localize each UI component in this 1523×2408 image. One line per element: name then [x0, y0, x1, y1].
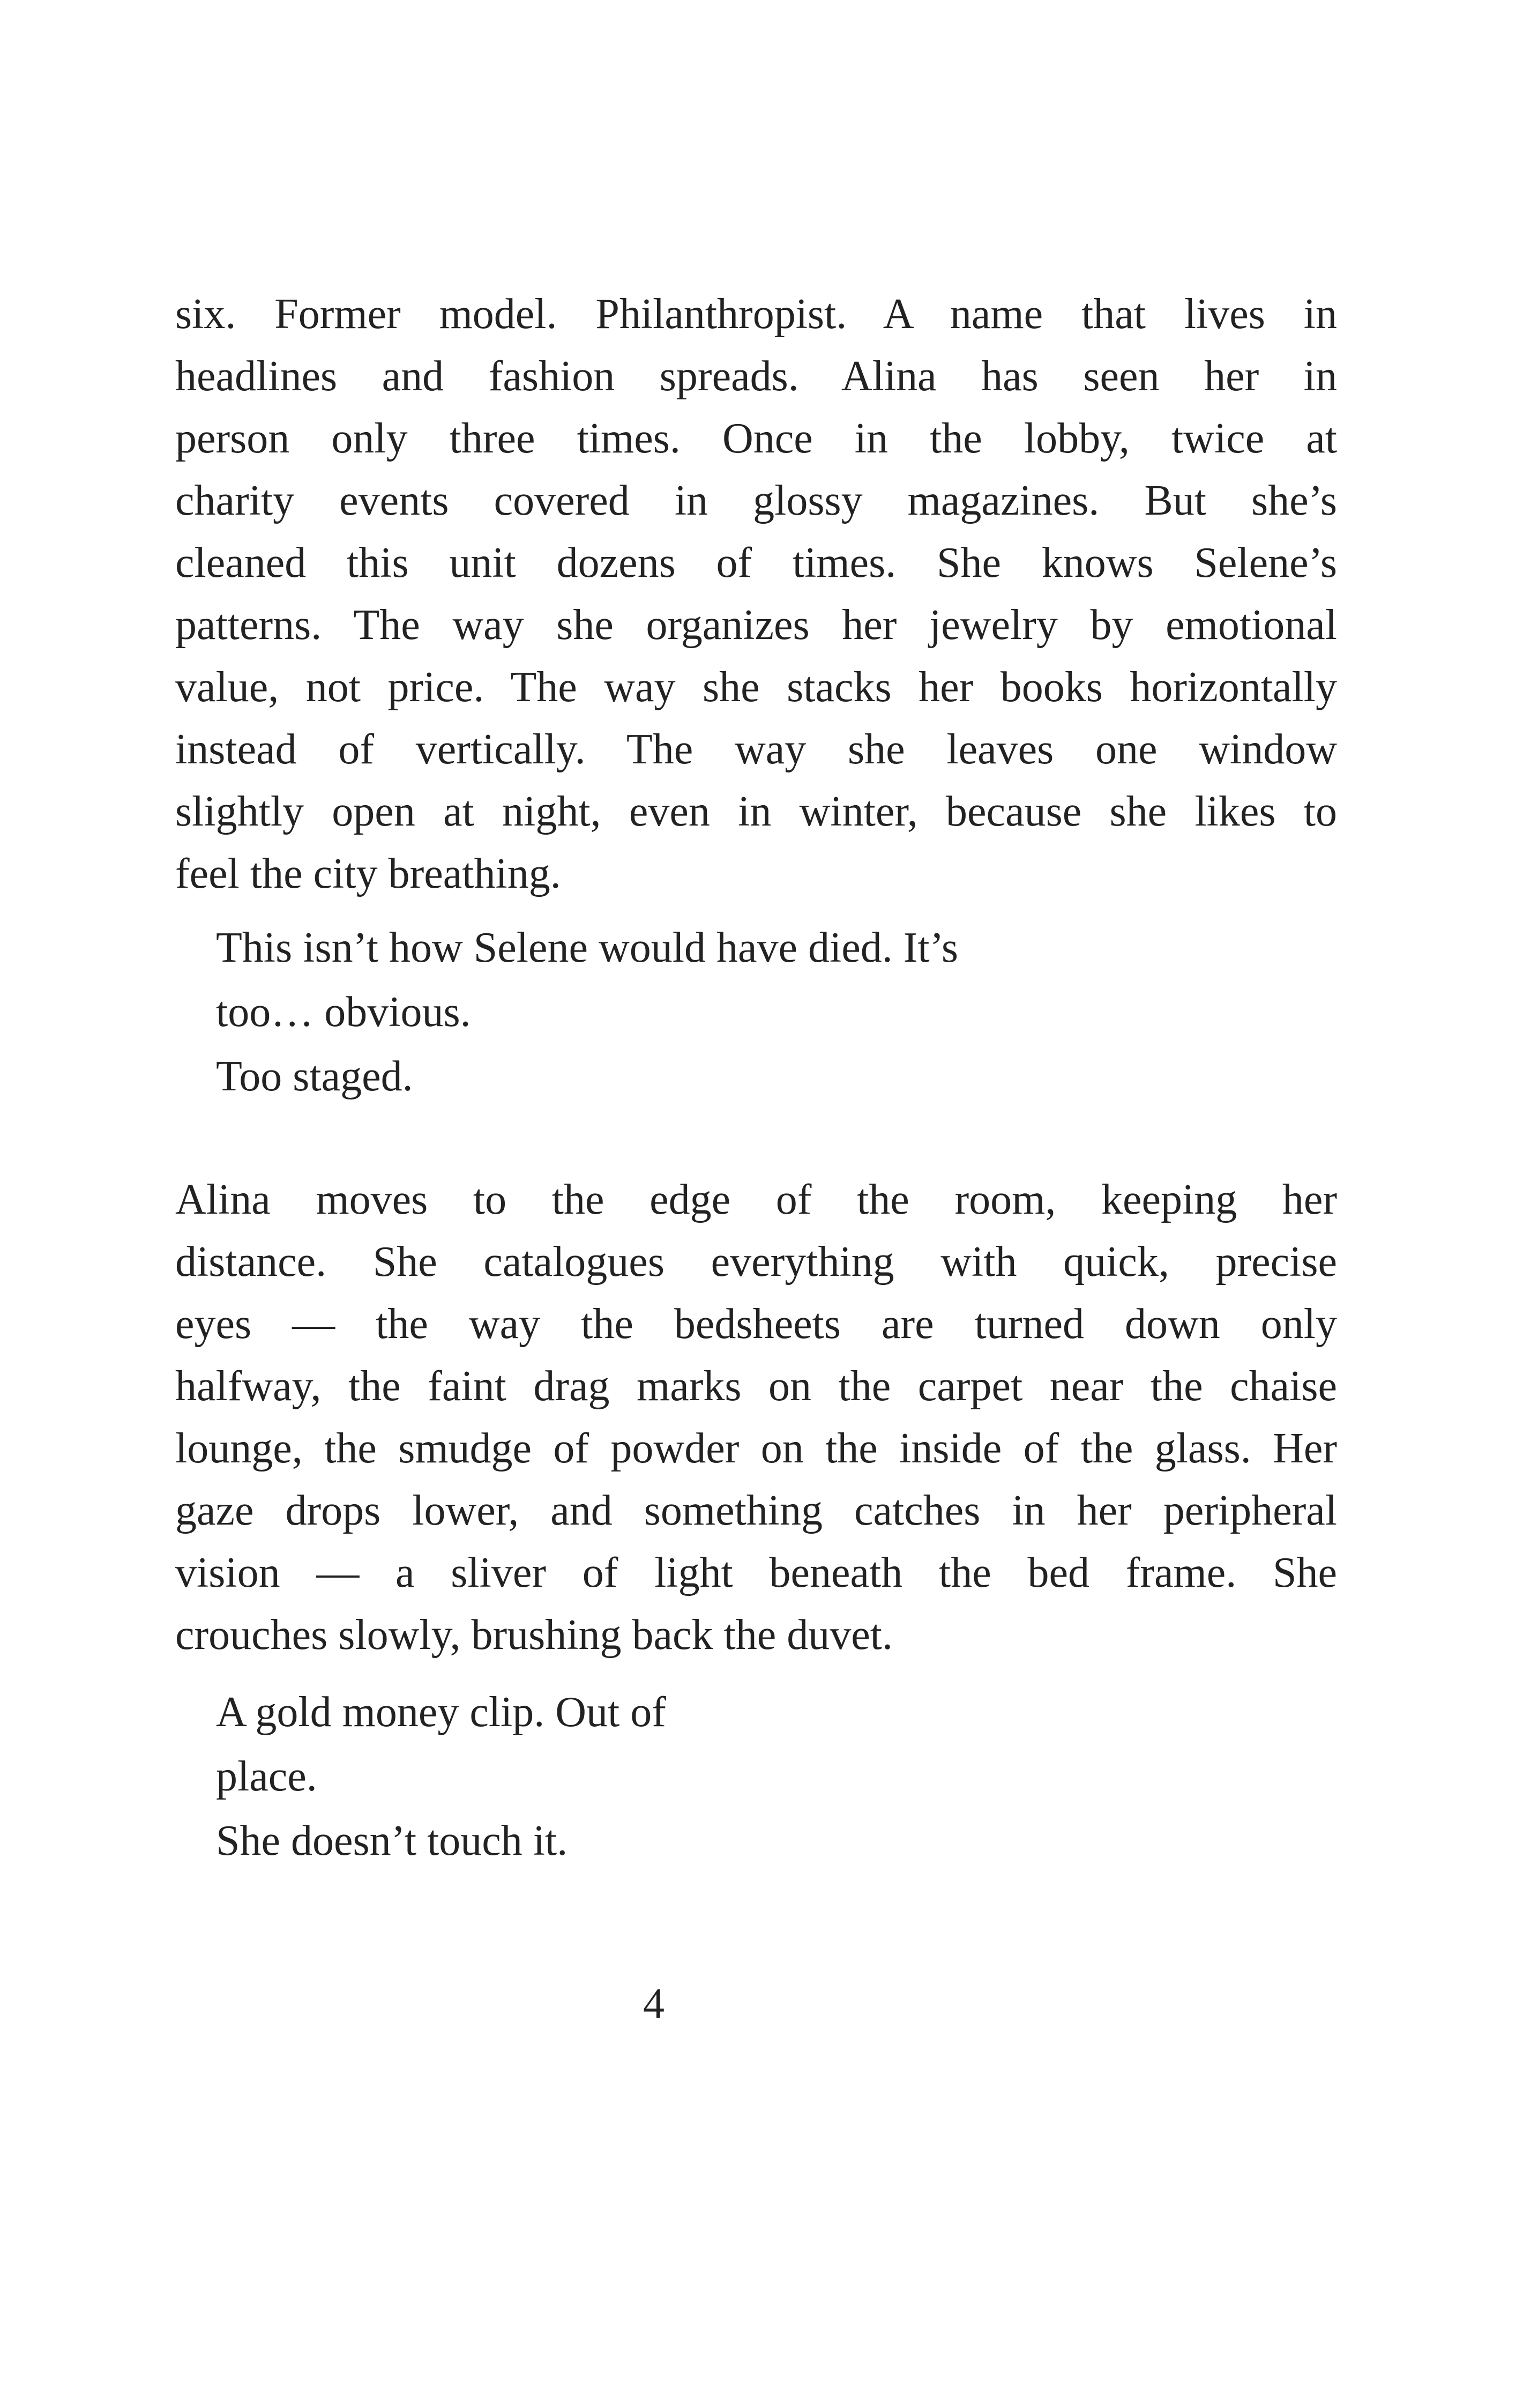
text-line: feel the city breathing.	[175, 850, 561, 897]
text-line: eyes — the way the bedsheets are turned down only	[175, 1300, 1337, 1348]
text-line: halfway, the faint drag marks on the carpet near the chaise	[175, 1363, 1337, 1410]
text-line: gaze drops lower, and something catches in her peripheral	[175, 1487, 1337, 1534]
verse-1	[216, 916, 958, 1109]
text-line: distance. She catalogues everything with quick, precise	[175, 1238, 1337, 1285]
page-number: 4	[643, 1980, 665, 2027]
text-line: person only three times. Once in the lobby, twice at	[175, 415, 1337, 462]
text-line: headlines and fashion spreads. Alina has seen her in	[175, 353, 1337, 400]
verse-line: place.	[216, 1753, 317, 1800]
text-line: six. Former model. Philanthropist. A name that lives in	[175, 291, 1337, 338]
text-line: charity events covered in glossy magazines. But she’s	[175, 477, 1337, 524]
text-line: lounge, the smudge of powder on the inside of the glass. Her	[175, 1425, 1337, 1472]
verse-line: Too staged.	[216, 1053, 413, 1100]
text-line: cleaned this unit dozens of times. She knows Selene’s	[175, 539, 1337, 586]
verse-line: A gold money clip. Out of	[216, 1689, 666, 1736]
paragraph-2	[175, 1169, 1337, 1666]
verse-line: She doesn’t touch it.	[216, 1817, 568, 1864]
text-line: patterns. The way she organizes her jewelry by emotional	[175, 601, 1337, 649]
verse-2	[216, 1680, 666, 1873]
text-line: instead of vertically. The way she leaves one window	[175, 726, 1337, 773]
text-line: vision — a sliver of light beneath the bed frame. She	[175, 1549, 1337, 1596]
verse-line: too… obvious.	[216, 989, 471, 1036]
verse-line: This isn’t how Selene would have died. It’s	[216, 924, 958, 971]
text-line: crouches slowly, brushing back the duvet.	[175, 1611, 893, 1659]
text-line: slightly open at night, even in winter, because she likes to	[175, 788, 1337, 835]
paragraph-1	[175, 283, 1337, 905]
text-line: value, not price. The way she stacks her books horizontally	[175, 664, 1337, 711]
text-line: Alina moves to the edge of the room, keeping her	[175, 1176, 1337, 1223]
